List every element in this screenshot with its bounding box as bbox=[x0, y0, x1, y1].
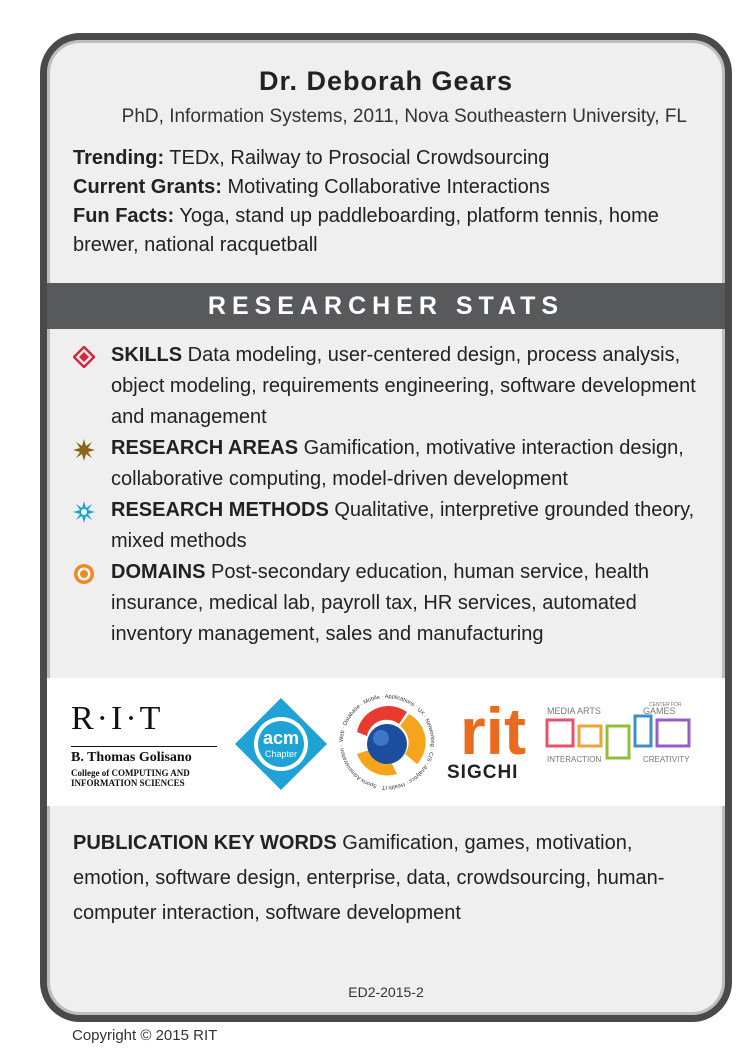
researcher-degree: PhD, Information Systems, 2011, Nova Southeastern University, FL bbox=[121, 106, 687, 127]
publication-keywords bbox=[73, 826, 683, 931]
stat-domains bbox=[69, 557, 699, 650]
researcher-stats-header: RESEARCHER STATS bbox=[47, 283, 725, 329]
stat-research-areas bbox=[69, 433, 699, 495]
rit-logo-college: College of COMPUTING AND INFORMATION SCIENCES bbox=[71, 768, 190, 788]
magic-games: GAMES bbox=[643, 706, 676, 716]
stat-label: RESEARCH AREAS bbox=[111, 437, 299, 459]
grants-label: Current Grants: bbox=[73, 176, 222, 198]
stat-label: SKILLS bbox=[111, 344, 183, 366]
stat-label: DOMAINS bbox=[111, 561, 206, 583]
stat-value: Qualitative, interpretive grounded theory, mixed methods bbox=[111, 499, 695, 552]
copyright-text: Copyright © 2015 RIT bbox=[72, 1027, 218, 1044]
fun-facts-line bbox=[73, 202, 693, 260]
trending-label: Trending: bbox=[73, 147, 165, 169]
publication-keywords-value: Gamification, games, motivation, emotion, software design, enterprise, data, crowdsourcing, human-computer interaction, software development bbox=[73, 832, 665, 924]
rit-logo-subtitle: B. Thomas Golisano bbox=[71, 750, 192, 765]
logo-strip bbox=[47, 678, 725, 806]
fun-facts-value: Yoga, stand up paddleboarding, platform tennis, home brewer, national racquetball bbox=[73, 205, 659, 256]
trending-value: TEDx, Railway to Prosocial Crowdsourcing bbox=[164, 147, 550, 169]
red-diamond-icon bbox=[73, 346, 95, 368]
trending-line bbox=[73, 144, 693, 173]
grants-value: Motivating Collaborative Interactions bbox=[221, 176, 550, 198]
magic-interaction: INTERACTION bbox=[547, 755, 602, 764]
acm-chapter-logo bbox=[233, 696, 329, 792]
researcher-name: Dr. Deborah Gears bbox=[258, 66, 514, 96]
facts-section bbox=[73, 144, 693, 260]
globe-ring-textpath: Web · Database · Mobile · Applications · UX · Networking · CIS · Analytics · Health IT · Sports Administration · bbox=[338, 693, 436, 791]
sigchi-rit-text: rit bbox=[460, 694, 526, 762]
stat-value: Post-secondary education, human service, health insurance, medical lab, payroll tax, HR services, automated inventory management, sales and manufacturing bbox=[111, 561, 650, 645]
brown-starburst-icon bbox=[73, 439, 95, 461]
magic-media-arts: MEDIA ARTS bbox=[547, 706, 601, 716]
rit-sigchi-logo bbox=[447, 692, 539, 762]
acm-chapter-text: Chapter bbox=[264, 749, 298, 759]
stat-skills bbox=[69, 340, 699, 433]
grants-line bbox=[73, 173, 693, 202]
magic-creativity: CREATIVITY bbox=[643, 755, 690, 764]
rit-logo-wordmark: R·I·T bbox=[71, 700, 164, 737]
blue-starburst-icon bbox=[73, 501, 95, 523]
rit-logo-rule bbox=[71, 746, 217, 747]
card-code: ED2-2015-2 bbox=[348, 984, 424, 1000]
researcher-card bbox=[40, 33, 732, 1022]
magic-center-for: CENTER FOR bbox=[649, 702, 682, 708]
stat-value: Data modeling, user-centered design, process analysis, object modeling, requirements engineering, software development and management bbox=[111, 344, 696, 428]
stat-research-methods bbox=[69, 495, 699, 557]
stat-label: RESEARCH METHODS bbox=[111, 499, 329, 521]
sigchi-text: SIGCHI bbox=[447, 762, 519, 783]
stat-value: Gamification, motivative interaction design, collaborative computing, model-driven development bbox=[111, 437, 684, 490]
orange-target-icon bbox=[73, 563, 95, 585]
publication-keywords-label: PUBLICATION KEY WORDS bbox=[73, 832, 337, 854]
stats-list bbox=[69, 340, 699, 650]
acm-text: acm bbox=[262, 728, 300, 748]
magic-center-logo bbox=[543, 700, 703, 784]
fun-facts-label: Fun Facts: bbox=[73, 205, 175, 227]
computing-globe-logo bbox=[337, 692, 437, 792]
